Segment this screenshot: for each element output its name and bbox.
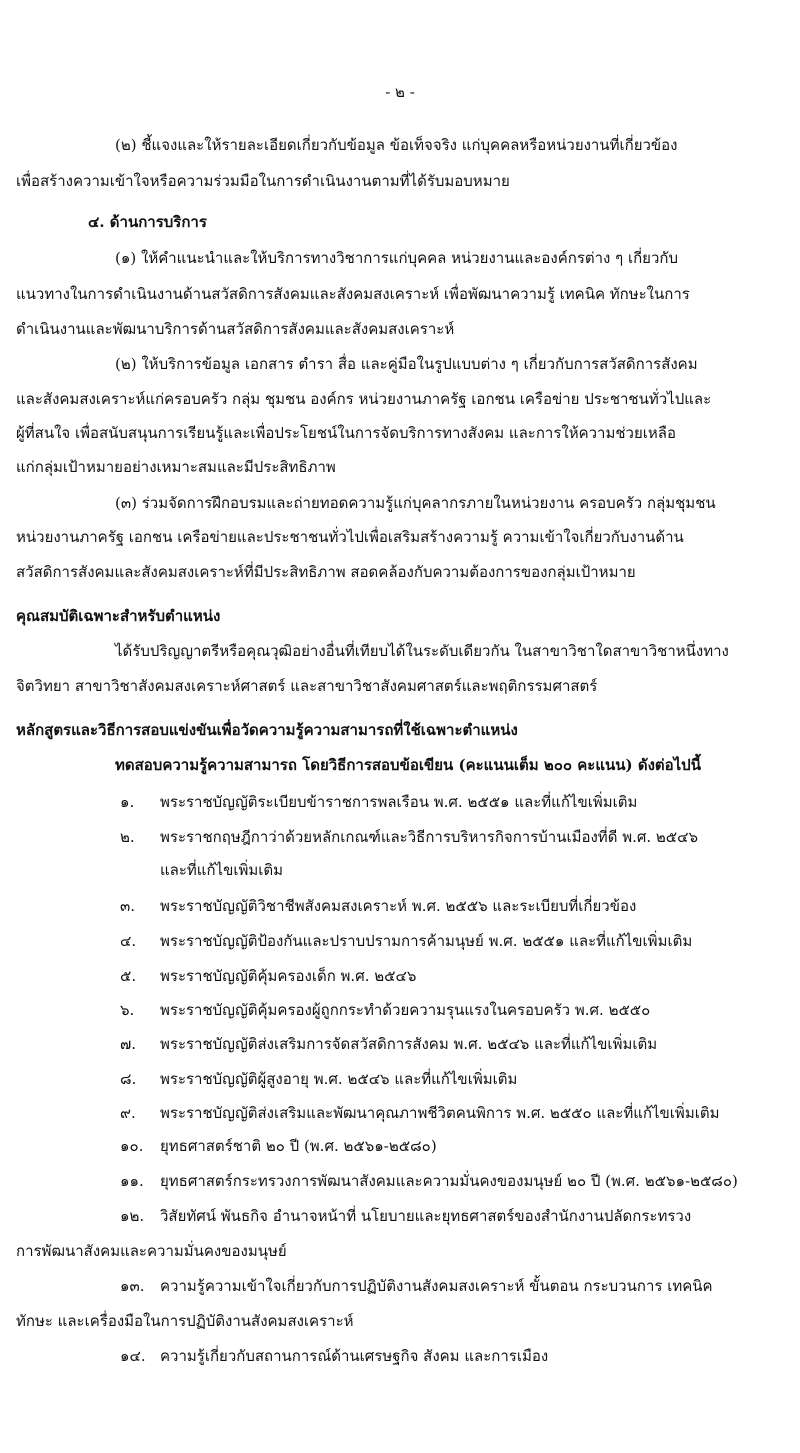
- exam-item-number: ๒.: [120, 828, 135, 846]
- paragraph-line: (๑) ให้คำแนะนำและให้บริการทางวิชาการแก่บุคคล หน่วยงานและองค์กรต่าง ๆ เกี่ยวกับ: [115, 249, 678, 267]
- exam-item-text: ความรู้ความเข้าใจเกี่ยวกับการปฏิบัติงานสังคมสงเคราะห์ ขั้นตอน กระบวนการ เทคนิค: [160, 1277, 713, 1295]
- exam-item-text: ยุทธศาสตร์ชาติ ๒๐ ปี (พ.ศ. ๒๕๖๑-๒๕๘๐): [160, 1137, 437, 1155]
- exam-item-number: ๑๓.: [120, 1277, 145, 1295]
- section-heading-exam: หลักสูตรและวิธีการสอบแข่งขันเพื่อวัดความรู้ความสามารถที่ใช้เฉพาะตำแหน่ง: [16, 721, 518, 739]
- exam-item-text-cont: การพัฒนาสังคมและความมั่นคงของมนุษย์: [16, 1242, 287, 1260]
- exam-item-number: ๑๔.: [120, 1347, 146, 1365]
- exam-item-text: พระราชบัญญัติส่งเสริมและพัฒนาคุณภาพชีวิตคนพิการ พ.ศ. ๒๕๕๐ และที่แก้ไขเพิ่มเติม: [160, 1104, 720, 1122]
- exam-item-number: ๗.: [120, 1035, 137, 1053]
- exam-item-text: วิสัยทัศน์ พันธกิจ อำนาจหน้าที่ นโยบายและยุทธศาสตร์ของสำนักงานปลัดกระทรวง: [160, 1207, 692, 1225]
- exam-item-number: ๑๒.: [120, 1207, 145, 1225]
- paragraph-line: (๓) ร่วมจัดการฝึกอบรมและถ่ายทอดความรู้แก่บุคลากรภายในหน่วยงาน ครอบครัว กลุ่มชุมชน: [115, 494, 716, 512]
- paragraph-line: และสังคมสงเคราะห์แก่ครอบครัว กลุ่ม ชุมชน องค์กร หน่วยงานภาครัฐ เอกชน เครือข่าย ประชาชนทั่วไปและ: [16, 390, 712, 408]
- exam-item-text: พระราชบัญญัติป้องกันและปราบปรามการค้ามนุษย์ พ.ศ. ๒๕๕๑ และที่แก้ไขเพิ่มเติม: [160, 932, 693, 950]
- exam-item-text: พระราชบัญญัติคุ้มครองผู้ถูกกระทำด้วยความรุนแรงในครอบครัว พ.ศ. ๒๕๕๐: [160, 1001, 651, 1019]
- section-heading-qualification: คุณสมบัติเฉพาะสำหรับตำแหน่ง: [16, 607, 221, 625]
- paragraph-line: ดำเนินงานและพัฒนาบริการด้านสวัสดิการสังคมและสังคมสงเคราะห์: [16, 320, 455, 338]
- exam-item-number: ๕.: [120, 967, 137, 985]
- paragraph-line: เพื่อสร้างความเข้าใจหรือความร่วมมือในการดำเนินงานตามที่ได้รับมอบหมาย: [16, 172, 510, 190]
- paragraph-line: ได้รับปริญญาตรีหรือคุณวุฒิอย่างอื่นที่เทียบได้ในระดับเดียวกัน ในสาขาวิชาใดสาขาวิชาหนึ่งทาง: [115, 642, 729, 660]
- exam-item-text: พระราชบัญญัติระเบียบข้าราชการพลเรือน พ.ศ. ๒๕๕๑ และที่แก้ไขเพิ่มเติม: [160, 793, 638, 811]
- exam-item-number: ๑๐.: [120, 1137, 144, 1155]
- exam-item-number: ๔.: [120, 932, 137, 950]
- exam-item-number: ๖.: [120, 1001, 135, 1019]
- exam-item-number: ๘.: [120, 1070, 137, 1088]
- paragraph-line: (๒) ให้บริการข้อมูล เอกสาร ตำรา สื่อ และคู่มือในรูปแบบต่าง ๆ เกี่ยวกับการสวัสดิการสังคม: [115, 355, 698, 373]
- paragraph-line: (๒) ชี้แจงและให้รายละเอียดเกี่ยวกับข้อมูล ข้อเท็จจริง แก่บุคคลหรือหน่วยงานที่เกี่ยวข้อง: [115, 136, 678, 154]
- exam-item-text: พระราชบัญญัติผู้สูงอายุ พ.ศ. ๒๕๔๖ และที่แก้ไขเพิ่มเติม: [160, 1070, 518, 1088]
- section-heading-service: ๔. ด้านการบริการ: [88, 213, 207, 231]
- exam-item-number: ๑.: [120, 793, 135, 811]
- exam-item-number: ๑๑.: [120, 1172, 144, 1190]
- exam-item-number: ๓.: [120, 897, 136, 915]
- paragraph-line: สวัสดิการสังคมและสังคมสงเคราะห์ที่มีประสิทธิภาพ สอดคล้องกับความต้องการของกลุ่มเป้าหมาย: [16, 563, 636, 581]
- exam-item-text-cont: และที่แก้ไขเพิ่มเติม: [160, 861, 284, 879]
- exam-item-text: ความรู้เกี่ยวกับสถานการณ์ด้านเศรษฐกิจ สังคม และการเมือง: [160, 1347, 549, 1365]
- paragraph-line: จิตวิทยา สาขาวิชาสังคมสงเคราะห์ศาสตร์ และสาขาวิชาสังคมศาสตร์และพฤติกรรมศาสตร์: [16, 677, 598, 695]
- exam-item-text: พระราชบัญญัติส่งเสริมการจัดสวัสดิการสังคม พ.ศ. ๒๕๔๖ และที่แก้ไขเพิ่มเติม: [160, 1035, 658, 1053]
- exam-item-number: ๙.: [120, 1104, 136, 1122]
- paragraph-line: ผู้ที่สนใจ เพื่อสนับสนุนการเรียนรู้และเพื่อประโยชน์ในการจัดบริการทางสังคม และการให้ความช่วยเหลือ: [16, 424, 676, 442]
- exam-item-text: พระราชบัญญัติคุ้มครองเด็ก พ.ศ. ๒๕๔๖: [160, 967, 417, 985]
- exam-item-text: พระราชกฤษฎีกาว่าด้วยหลักเกณฑ์และวิธีการบริหารกิจการบ้านเมืองที่ดี พ.ศ. ๒๕๔๖: [160, 828, 699, 846]
- exam-item-text: ยุทธศาสตร์กระทรวงการพัฒนาสังคมและความมั่นคงของมนุษย์ ๒๐ ปี (พ.ศ. ๒๕๖๑-๒๕๘๐): [160, 1172, 738, 1190]
- paragraph-line: หน่วยงานภาครัฐ เอกชน เครือข่ายและประชาชนทั่วไปเพื่อเสริมสร้างความรู้ ความเข้าใจเกี่ยวกับงานด้าน: [16, 528, 684, 546]
- exam-item-text: พระราชบัญญัติวิชาชีพสังคมสงเคราะห์ พ.ศ. ๒๕๕๖ และระเบียบที่เกี่ยวข้อง: [160, 897, 637, 915]
- exam-subheading: ทดสอบความรู้ความสามารถ โดยวิธีการสอบข้อเขียน (คะแนนเต็ม ๒๐๐ คะแนน) ดังต่อไปนี้: [115, 756, 701, 774]
- exam-item-text-cont: ทักษะ และเครื่องมือในการปฏิบัติงานสังคมสงเคราะห์: [16, 1312, 354, 1330]
- paragraph-line: แก่กลุ่มเป้าหมายอย่างเหมาะสมและมีประสิทธิภาพ: [16, 458, 336, 476]
- paragraph-line: แนวทางในการดำเนินงานด้านสวัสดิการสังคมและสังคมสงเคราะห์ เพื่อพัฒนาความรู้ เทคนิค ทักษะในการ: [16, 285, 690, 303]
- page-number: - ๒ -: [385, 83, 415, 101]
